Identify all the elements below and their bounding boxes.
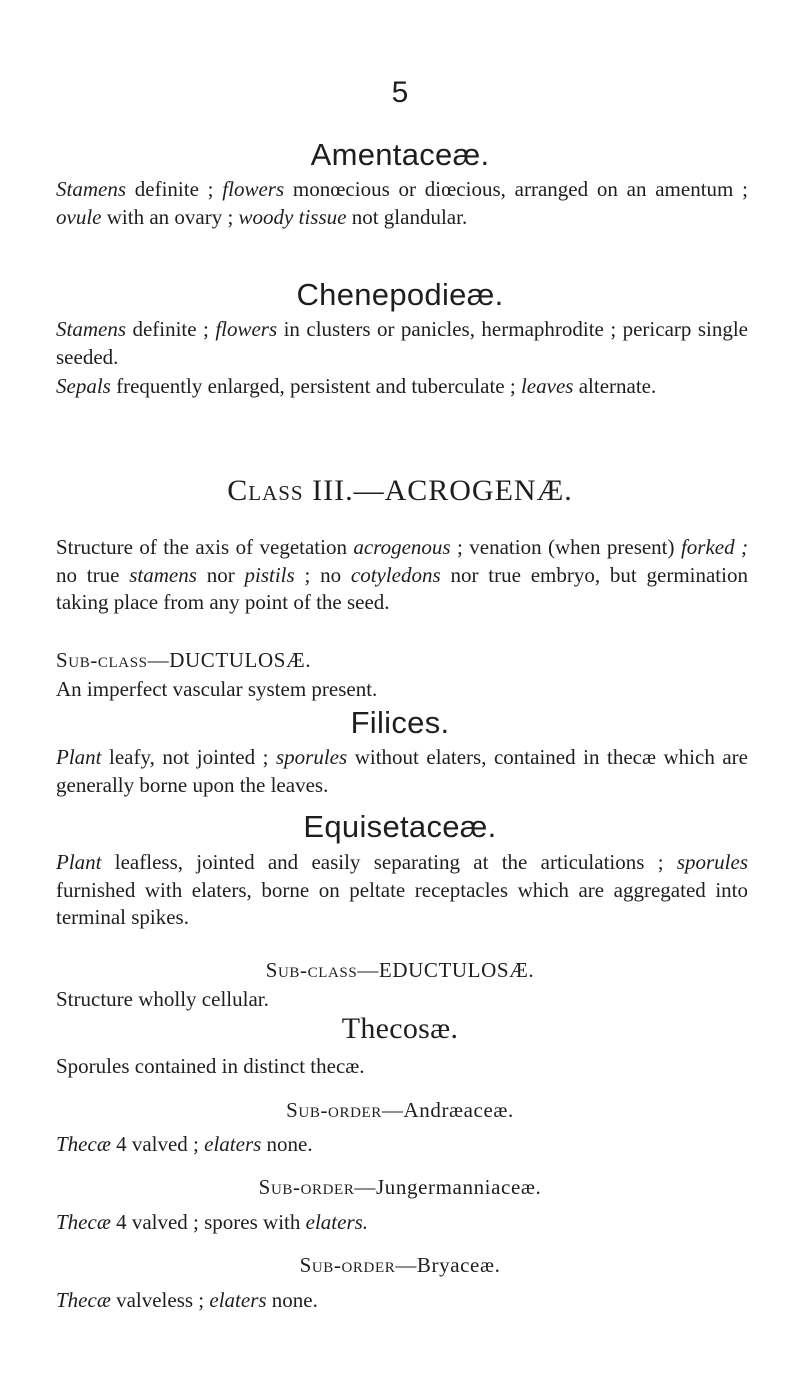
term-leaves: leaves [520, 374, 574, 398]
term-pistils: pistils [244, 562, 295, 587]
paragraph-suborder-bryaceae: Thecæ valveless ; elaters none. [56, 1288, 318, 1312]
paragraph-subclass-eductulosae: Structure wholly cellular. [56, 987, 269, 1011]
term-thecae: Thecæ [56, 1132, 111, 1156]
term-forked: forked ; [680, 535, 748, 559]
heading-subclass-ductulosae: Sub-class—DUCTULOSÆ. [56, 648, 312, 672]
paragraph-amentaceae: Stamens definite ; flowers monœcious or diœcious, arranged on an amentum ; ovule with an ovary ; woody tissue not glandular. [56, 177, 748, 229]
term-thecae: Thecæ [56, 1288, 111, 1312]
heading-class-iii: Class III.—ACROGENÆ. [227, 474, 573, 507]
heading-amentaceae: Amentaceæ. [310, 137, 490, 172]
heading-suborder-bryaceae: Sub-order—Bryaceæ. [299, 1253, 501, 1277]
term-plant: Plant [56, 745, 102, 769]
heading-thecosae: Thecosæ. [341, 1012, 459, 1045]
term-cotyledons: cotyledons [350, 562, 441, 587]
paragraph-thecosae: Sporules contained in distinct thecæ. [56, 1054, 365, 1078]
term-woody-tissue: woody tissue [238, 204, 347, 229]
term-stamens: stamens [129, 562, 197, 587]
term-sporules: sporules [676, 850, 748, 874]
term-elaters: elaters. [305, 1210, 369, 1234]
paragraph-chenepodieae-1: Stamens definite ; flowers in clusters or panicles, hermaphrodite ; pericarp single seeded. [56, 317, 748, 369]
term-stamens: Stamens [56, 177, 126, 201]
heading-chenepodieae: Chenepodieæ. [296, 277, 504, 312]
term-ovule: ovule [56, 204, 102, 229]
heading-filices: Filices. [350, 705, 450, 740]
heading-equisetaceae: Equisetaceæ. [303, 809, 497, 844]
term-stamens: Stamens [56, 317, 126, 341]
paragraph-chenepodieae-2: Sepals frequently enlarged, persistent and tuberculate ; leaves alternate. [56, 374, 657, 398]
term-thecae: Thecæ [56, 1210, 111, 1234]
class-label: Class [227, 474, 304, 507]
paragraph-suborder-jungermanniaceae: Thecæ 4 valved ; spores with elaters. [56, 1210, 369, 1234]
page-number: 5 [391, 76, 409, 109]
term-flowers: flowers [215, 317, 278, 341]
paragraph-equisetaceae: Plant leafless, jointed and easily separating at the articulations ; sporules furnished with elaters, borne on peltate receptacles which are aggregated into terminal spikes. [56, 850, 748, 929]
term-acrogenous: acrogenous [353, 535, 451, 559]
term-sporules: sporules [276, 745, 348, 769]
term-elaters: elaters [209, 1288, 267, 1312]
heading-suborder-andraeaceae: Sub-order—Andræaceæ. [286, 1098, 514, 1122]
term-flowers: flowers [222, 177, 285, 201]
paragraph-suborder-andraeaceae: Thecæ 4 valved ; elaters none. [56, 1132, 313, 1156]
heading-suborder-jungermanniaceae: Sub-order—Jungermanniaceæ. [258, 1175, 542, 1199]
heading-subclass-eductulosae: Sub-class—EDUCTULOSÆ. [265, 958, 535, 982]
paragraph-subclass-ductulosae: An imperfect vascular system present. [56, 677, 378, 701]
term-sepals: Sepals [56, 374, 111, 398]
term-elaters: elaters [204, 1132, 262, 1156]
paragraph-class-iii: Structure of the axis of vegetation acrogenous ; venation (when present) forked ; no true stamens nor pistils ; no cotyledons nor true embryo, but germination taking place from any point of the seed. [56, 535, 748, 614]
paragraph-filices: Plant leafy, not jointed ; sporules without elaters, contained in thecæ which are generally borne upon the leaves. [56, 745, 748, 797]
term-plant: Plant [56, 850, 102, 874]
